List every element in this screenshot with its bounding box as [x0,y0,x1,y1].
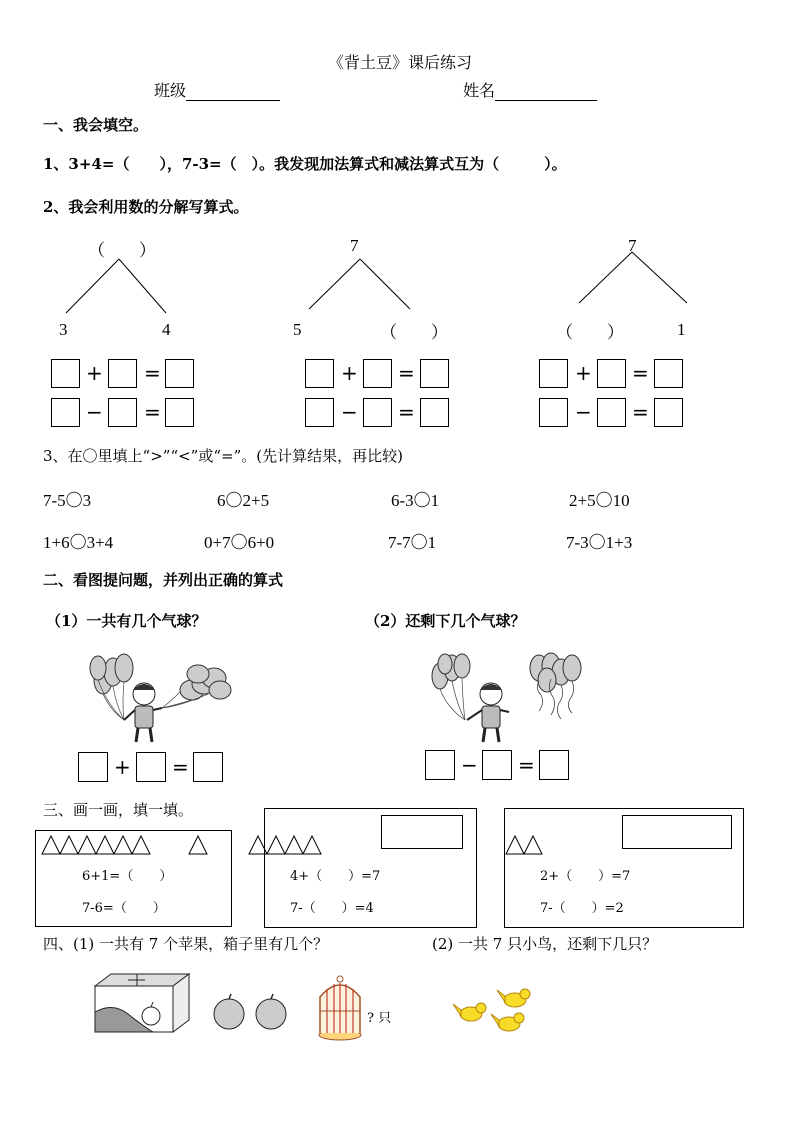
section4-q1: 四、(1) 一共有 7 个苹果，箱子里有几个？ [43,935,329,953]
balloon-boy-illustration-2 [427,650,587,746]
answer-box[interactable] [654,359,683,388]
box1-eq1: 6+1=（ ） [82,869,173,884]
tree3-left: （ ） [556,323,624,342]
tree3-top: 7 [628,236,637,255]
compare-item: 6〇2+5 [217,491,270,510]
tree2-right: （ ） [380,323,448,342]
compare-item: 0+7〇6+0 [204,533,275,552]
section2-heading: 二、看图提问题，并列出正确的算式 [43,571,284,589]
compare-item: 1+6〇3+4 [43,533,114,552]
answer-box[interactable] [597,398,626,427]
birdcage-icon [317,975,363,1041]
box1-eq2: 7-6=（ ） [82,901,166,916]
compare-item: 2+5〇10 [569,491,630,510]
compare-item: 7-3〇1+3 [566,533,633,552]
q2-heading: 2、我会利用数的分解写算式。 [43,198,249,216]
plus-sign: + [86,361,103,385]
section1-heading: 一、我会填空。 [43,116,149,134]
plus-sign: + [114,755,131,779]
answer-box[interactable] [136,752,166,782]
box2-eq2: 7-（ ）=4 [290,901,374,916]
equals-sign: = [172,755,189,779]
answer-box[interactable] [597,359,626,388]
balloon-boy-illustration-1 [80,650,240,746]
answer-box[interactable] [51,398,80,427]
box2-eq1: 4+（ ）=7 [290,869,381,884]
box3-eq2: 7-（ ）=2 [540,901,624,916]
answer-box[interactable] [305,398,334,427]
answer-box[interactable] [363,359,392,388]
q3-instructions: 3、在〇里填上“>”“<”或“=”。(先计算结果，再比较) [43,447,403,465]
page-title: 《背土豆》课后练习 [328,53,473,72]
answer-box[interactable] [539,398,568,427]
tree1-right: 4 [162,320,171,339]
answer-box[interactable] [108,398,137,427]
minus-sign: − [341,400,358,424]
plus-sign: + [341,361,358,385]
box-icon [93,972,193,1036]
answer-box[interactable] [482,750,512,780]
compare-item: 6-3〇1 [391,491,440,510]
minus-sign: − [575,400,592,424]
tree1-left: 3 [59,320,68,339]
compare-item: 7-5〇3 [43,491,92,510]
tree2-left: 5 [293,320,302,339]
answer-box[interactable] [539,750,569,780]
answer-box[interactable] [420,359,449,388]
section4-q2: (2) 一共 7 只小鸟，还剩下几只？ [432,935,658,953]
tree2-top: 7 [350,236,359,255]
equals-sign: = [632,361,649,385]
section2-q1: （1）一共有几个气球？ [46,612,207,630]
q1-fill-blank: 1、3+4=（ ），7-3=（ ）。我发现加法算式和减法算式互为（ ）。 [43,155,567,173]
answer-box[interactable] [165,398,194,427]
class-label: 班级 [154,81,187,100]
decomposition-lines [0,0,794,340]
answer-box[interactable] [539,359,568,388]
compare-item: 7-7〇1 [388,533,437,552]
answer-box[interactable] [78,752,108,782]
apple-icons [211,994,291,1030]
answer-box[interactable] [420,398,449,427]
tree3-right: 1 [677,320,686,339]
equals-sign: = [398,400,415,424]
answer-box[interactable] [193,752,223,782]
minus-sign: − [461,753,478,777]
answer-box[interactable] [165,359,194,388]
answer-box[interactable] [108,359,137,388]
minus-sign: − [86,400,103,424]
answer-box[interactable] [425,750,455,780]
section3-heading: 三、画一画，填一填。 [43,801,194,819]
answer-box[interactable] [305,359,334,388]
triangles [0,832,794,862]
equals-sign: = [144,361,161,385]
answer-box[interactable] [654,398,683,427]
box3-eq1: 2+（ ）=7 [540,869,631,884]
equals-sign: = [144,400,161,424]
equals-sign: = [398,361,415,385]
equals-sign: = [632,400,649,424]
answer-box[interactable] [51,359,80,388]
birds-icon [453,988,543,1038]
name-label: 姓名 [463,81,496,100]
plus-sign: + [575,361,592,385]
cage-count-label: ? 只 [367,1011,392,1026]
section2-q2: （2）还剩下几个气球？ [365,612,526,630]
tree1-top: （ ） [88,241,156,260]
answer-box[interactable] [363,398,392,427]
equals-sign: = [518,753,535,777]
